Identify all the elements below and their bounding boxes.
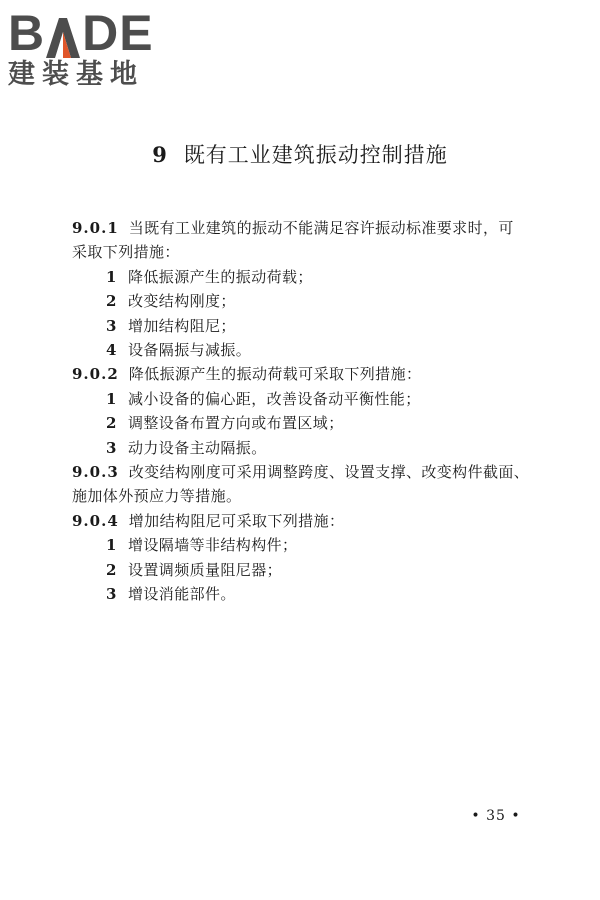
- clause-number: 9.0.4: [72, 511, 119, 530]
- list-item: [72, 387, 534, 411]
- item-text: 减小设备的偏心距，改善设备动平衡性能；: [128, 389, 421, 408]
- logo: [8, 6, 176, 90]
- clause-text: 改变结构刚度可采用调整跨度、设置支撑、改变构件截面、: [128, 463, 530, 482]
- item-number: 1: [106, 389, 117, 408]
- item-text: 调整设备布置方向或布置区域；: [128, 414, 344, 433]
- list-item: [72, 582, 534, 606]
- list-item: [72, 338, 534, 362]
- item-text: 增设隔墙等非结构构件；: [128, 536, 298, 555]
- item-text: 增设消能部件。: [128, 585, 236, 604]
- clause-number: 9.0.3: [72, 463, 119, 482]
- clause-number: 9.0.1: [72, 219, 119, 237]
- list-item: [72, 314, 534, 338]
- item-number: 3: [106, 316, 117, 335]
- item-text: 增加结构阻尼；: [128, 316, 236, 335]
- clause-text-continued: 施加体外预应力等措施。: [72, 487, 242, 506]
- clause-text: 降低振源产生的振动荷载可采取下列措施：: [128, 365, 422, 384]
- item-text: 设备隔振与减振。: [128, 341, 252, 360]
- list-item: [72, 411, 534, 435]
- clause-9-0-2: [72, 362, 534, 386]
- item-number: 2: [106, 292, 117, 311]
- clause-9-0-4: [72, 509, 534, 533]
- chapter-number: 9: [152, 142, 168, 167]
- item-number: 3: [106, 585, 117, 604]
- list-item: [72, 558, 534, 582]
- list-item: [72, 533, 534, 557]
- logo-subtitle: 建装基地: [8, 59, 144, 90]
- item-number: 3: [106, 438, 117, 457]
- page-number: • 35 •: [471, 808, 521, 824]
- list-item: [72, 265, 534, 289]
- chapter-title: [0, 140, 600, 170]
- item-number: 2: [106, 414, 117, 433]
- clause-9-0-3: [72, 460, 534, 484]
- list-item: [72, 436, 534, 460]
- item-number: 1: [106, 536, 117, 555]
- logo-letters-de: DE: [82, 5, 154, 61]
- logo-wordmark: [8, 5, 176, 61]
- item-text: 动力设备主动隔振。: [128, 438, 267, 457]
- document-body: [72, 216, 534, 607]
- clause-number: 9.0.2: [72, 365, 119, 384]
- clause-text-continued: 采取下列措施：: [72, 243, 180, 262]
- item-number: 1: [106, 267, 117, 286]
- clause-text: 增加结构阻尼可采取下列措施：: [128, 511, 345, 530]
- clause-text: 当既有工业建筑的振动不能满足容许振动标准要求时，可: [128, 219, 514, 237]
- logo-letter-b: B: [8, 5, 46, 61]
- item-text: 降低振源产生的振动荷载；: [128, 267, 313, 286]
- item-text: 改变结构刚度；: [128, 292, 236, 311]
- item-number: 2: [106, 560, 117, 579]
- list-item: [72, 289, 534, 313]
- item-number: 4: [106, 341, 117, 360]
- logo-a-mark-icon: [46, 18, 80, 58]
- clause-9-0-1: [72, 216, 534, 240]
- item-text: 设置调频质量阻尼器；: [128, 560, 283, 579]
- chapter-title-text: 既有工业建筑振动控制措施: [183, 143, 448, 167]
